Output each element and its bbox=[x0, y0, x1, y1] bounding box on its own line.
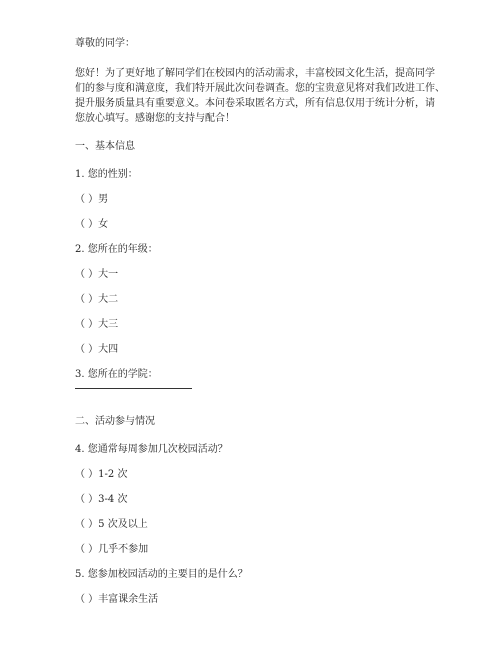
intro-line-3: 提升服务质量具有重要意义。本问卷采取匿名方式，所有信息仅用于统计分析，请 bbox=[75, 98, 435, 109]
question-college: 3. 您所在的学院： bbox=[75, 369, 158, 380]
question-gender: 1. 您的性别： bbox=[75, 169, 138, 180]
option-senior[interactable]: （ ）大四 bbox=[75, 344, 119, 355]
option-freshman[interactable]: （ ）大一 bbox=[75, 269, 119, 280]
intro-line-4: 您放心填写。感谢您的支持与配合！ bbox=[75, 113, 235, 124]
option-5-plus-times[interactable]: （ ）5 次及以上 bbox=[75, 519, 148, 530]
option-female[interactable]: （ ）女 bbox=[75, 219, 109, 230]
option-1-2-times[interactable]: （ ）1-2 次 bbox=[75, 469, 128, 480]
section-participation-title: 二、活动参与情况 bbox=[75, 416, 155, 427]
option-3-4-times[interactable]: （ ）3-4 次 bbox=[75, 494, 128, 505]
option-sophomore[interactable]: （ ）大二 bbox=[75, 294, 119, 305]
college-answer-blank[interactable] bbox=[75, 388, 192, 389]
option-junior[interactable]: （ ）大三 bbox=[75, 319, 119, 330]
intro-line-2: 们的参与度和满意度，我们特开展此次问卷调查。您的宝贵意见将对我们改进工作、 bbox=[75, 83, 445, 94]
question-grade: 2. 您所在的年级： bbox=[75, 244, 158, 255]
option-rarely[interactable]: （ ）几乎不参加 bbox=[75, 544, 149, 555]
question-purpose: 5. 您参加校园活动的主要目的是什么？ bbox=[75, 569, 248, 580]
question-weekly-frequency: 4. 您通常每周参加几次校园活动？ bbox=[75, 444, 228, 455]
section-basic-info-title: 一、基本信息 bbox=[75, 141, 135, 152]
greeting: 尊敬的同学： bbox=[75, 38, 135, 49]
option-enrich-life[interactable]: （ ）丰富课余生活 bbox=[75, 594, 159, 605]
intro-line-1: 您好！为了更好地了解同学们在校园内的活动需求，丰富校园文化生活，提高同学 bbox=[75, 68, 435, 79]
option-male[interactable]: （ ）男 bbox=[75, 194, 109, 205]
